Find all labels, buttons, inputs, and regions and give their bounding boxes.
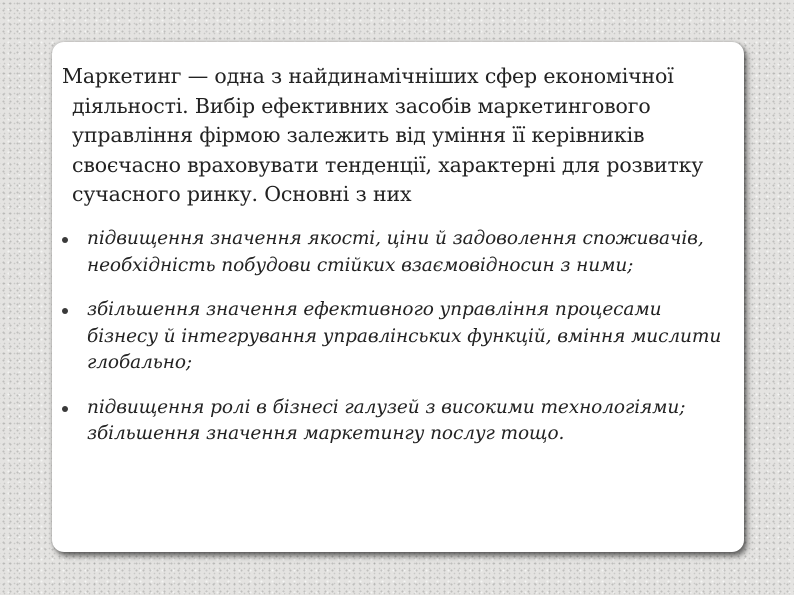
list-item xyxy=(62,226,722,279)
trend-list xyxy=(62,226,722,448)
list-item-text: підвищення ролі в бізнесі галузей з високими технологіями; збільшення значення маркетингу послуг тощо. xyxy=(87,396,686,444)
list-item-text: збільшення значення ефективного управління процесами бізнесу й інтегрування управлінських функцій, вміння мислити глобально; xyxy=(87,299,722,373)
intro-paragraph: Маркетинг — одна з найдинамічніших сфер економічної діяльності. Вибір ефективних засобів маркетингового управління фірмою залежить від уміння її керівників своєчасно враховувати тенденції, характерні для розвитку сучасного ринку. Основні з них xyxy=(62,64,704,206)
bullet-dot-icon xyxy=(62,237,68,243)
bullet-dot-icon xyxy=(62,406,68,412)
list-item-text: підвищення значення якості, ціни й задоволення споживачів, необхідність побудови стійких взаємовідносин з ними; xyxy=(87,228,704,276)
bullet-dot-icon xyxy=(62,308,68,314)
list-item xyxy=(62,297,722,377)
list-item xyxy=(62,395,722,448)
